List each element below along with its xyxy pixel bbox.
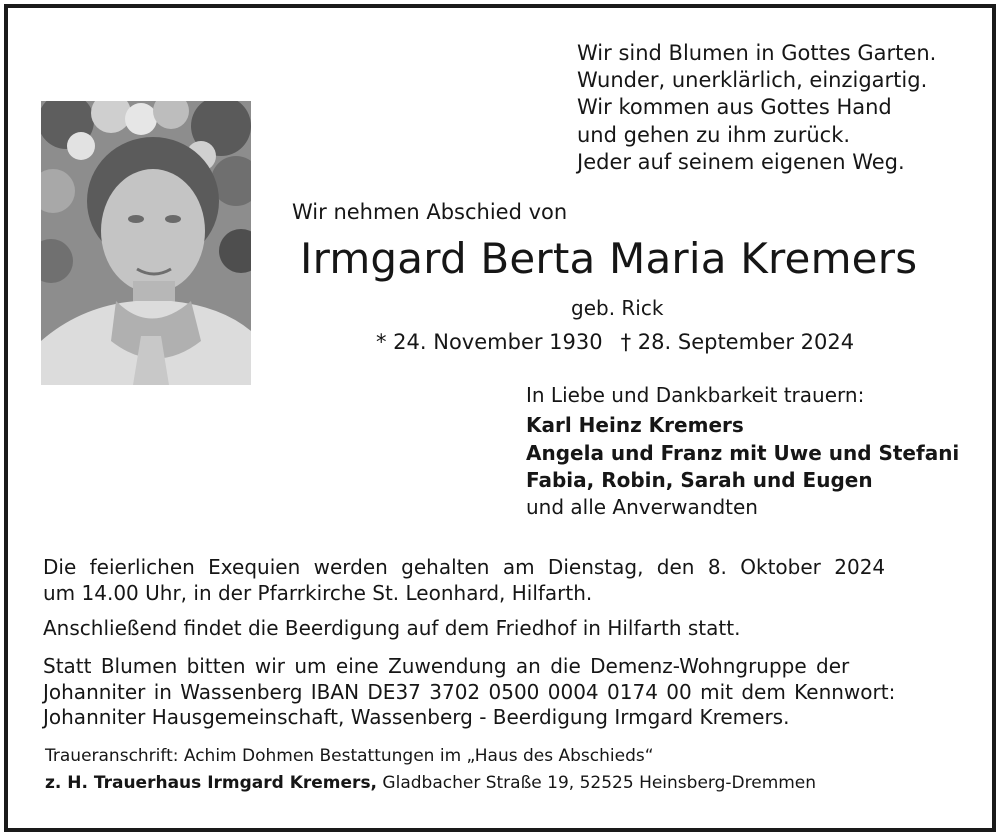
donation-paragraph xyxy=(43,654,958,731)
burial-line: Anschließend findet die Beerdigung auf dem Friedhof in Hilfarth statt. xyxy=(43,616,741,640)
portrait-image xyxy=(41,101,251,385)
mourner-name: Angela und Franz mit Uwe und Stefani xyxy=(526,440,960,465)
address-line-1: Traueranschrift: Achim Dohmen Bestattungen im „Haus des Abschieds“ xyxy=(45,746,654,766)
donation-line: Statt Blumen bitten wir um eine Zuwendung an die Demenz-Wohngruppe der xyxy=(43,654,850,678)
mourners-closing: und alle Anverwandten xyxy=(526,495,758,520)
service-line: um 14.00 Uhr, in der Pfarrkirche St. Leonhard, Hilfarth. xyxy=(43,580,593,605)
donation-line: Johanniter in Wassenberg IBAN DE37 3702 0500 0004 0174 00 mit dem Kennwort: xyxy=(43,679,896,704)
poem-line: Wir kommen aus Gottes Hand xyxy=(577,95,892,120)
mourner-name: Fabia, Robin, Sarah und Eugen xyxy=(526,467,873,492)
service-paragraph xyxy=(43,555,958,606)
mourners-block xyxy=(526,382,959,521)
life-dates xyxy=(376,330,854,354)
donation-line: Johanniter Hausgemeinschaft, Wassenberg - Beerdigung Irmgard Kremers. xyxy=(43,705,790,729)
poem-line: Wir sind Blumen in Gottes Garten. xyxy=(577,41,937,65)
poem-line: Wunder, unerklärlich, einzigartig. xyxy=(577,68,928,93)
address-line-2 xyxy=(45,770,816,797)
poem xyxy=(577,40,936,176)
address-street: Gladbacher Straße 19, 52525 Heinsberg-Dremmen xyxy=(377,773,817,793)
poem-line: Jeder auf seinem eigenen Weg. xyxy=(577,149,905,174)
poem-line: und gehen zu ihm zurück. xyxy=(577,122,851,147)
birth-date: * 24. November 1930 xyxy=(376,330,603,354)
service-line: Die feierlichen Exequien werden gehalten am Dienstag, den 8. Oktober 2024 xyxy=(43,555,886,579)
farewell-intro: Wir nehmen Abschied von xyxy=(292,200,568,224)
death-date: † 28. September 2024 xyxy=(620,330,855,354)
address-recipient: z. H. Trauerhaus Irmgard Kremers, xyxy=(45,773,378,793)
deceased-name: Irmgard Berta Maria Kremers xyxy=(300,234,918,283)
mourners-heading: In Liebe und Dankbarkeit trauern: xyxy=(526,383,865,407)
mourner-name: Karl Heinz Kremers xyxy=(526,413,744,438)
burial-paragraph xyxy=(43,616,958,642)
maiden-name: geb. Rick xyxy=(571,296,664,320)
mourning-address xyxy=(45,743,816,797)
portrait-photo xyxy=(41,101,251,385)
